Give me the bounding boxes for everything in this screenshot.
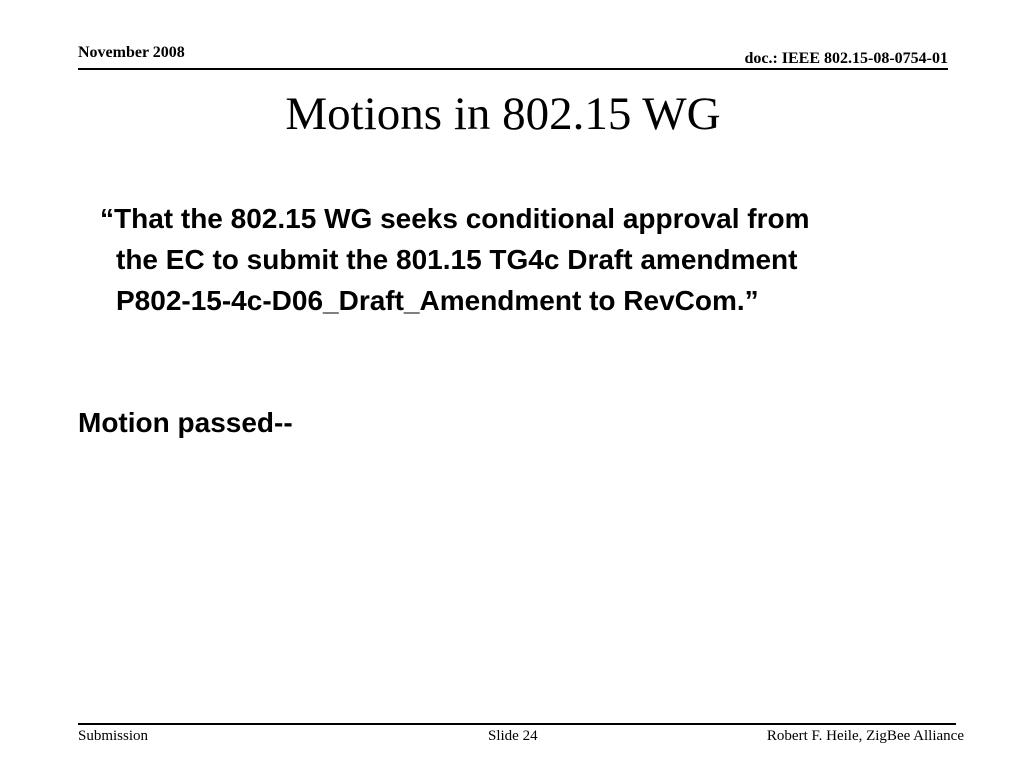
header-date: November 2008 <box>78 44 185 61</box>
motion-text <box>100 198 1000 321</box>
motion-line: P802-15-4c-D06_Draft_Amendment to RevCom.” <box>116 285 759 316</box>
footer-slide-number: Slide 24 <box>488 728 538 744</box>
footer-submission: Submission <box>78 728 149 744</box>
footer-author: Robert F. Heile, ZigBee Alliance <box>766 728 964 744</box>
header-divider <box>78 68 948 70</box>
motion-line: the EC to submit the 801.15 TG4c Draft amendment <box>116 244 798 275</box>
footer-divider <box>78 723 956 725</box>
motion-line: “That the 802.15 WG seeks conditional approval from <box>100 203 810 234</box>
motion-result: Motion passed-- <box>78 407 293 438</box>
slide-title: Motions in 802.15 WG <box>285 88 721 140</box>
header-doc-id: doc.: IEEE 802.15-08-0754-01 <box>744 50 948 67</box>
